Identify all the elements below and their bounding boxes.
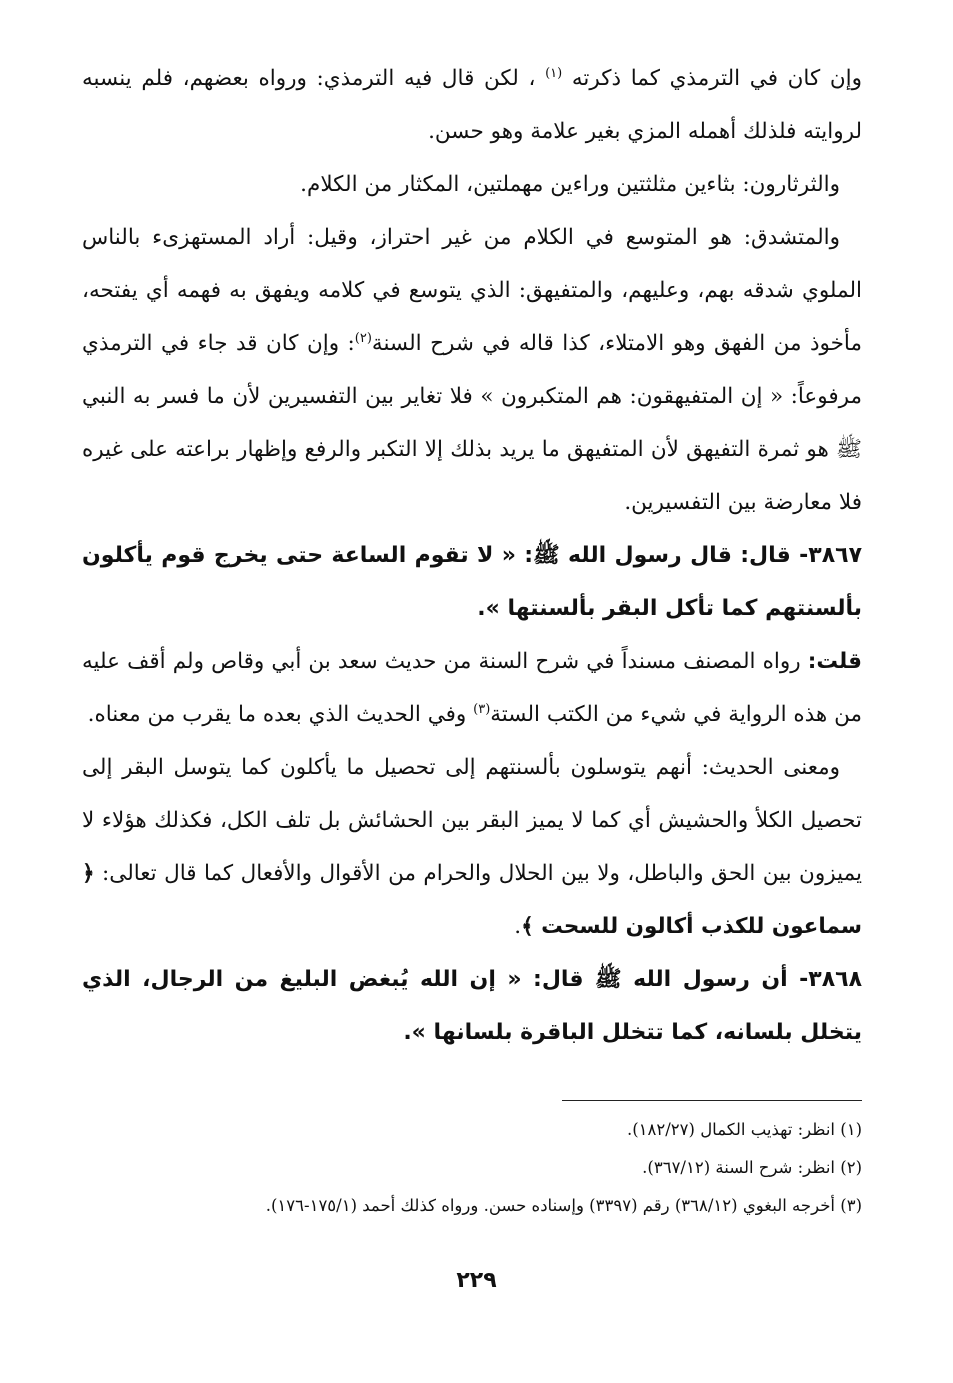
hadith-3868: ٣٨٦٨- أن رسول الله ﷺ قال: « إن الله يُبغض البليغ من الرجال، الذي يتخلل بلسانه، كما تتخلل الباقرة بلسانها ». (82, 967, 862, 1045)
footnote-marker-3[interactable]: (٣) (473, 701, 491, 717)
footnote-1: (١) انظر: تهذيب الكمال (١٨٢/٢٧). (626, 1120, 862, 1139)
paragraph-5-text-b: . (514, 914, 522, 939)
paragraph-1-text-a: وإن كان في الترمذي كما ذكرته (571, 66, 863, 91)
paragraph-4-text-a: رواه المصنف مسنداً في شرح السنة من حديث سعد بن أبي وقاص ولم أقف عليه من هذه الرواية في شيء من الكتب الستة (82, 649, 862, 727)
footnote-divider (562, 1100, 862, 1101)
paragraph-3-text-a: والمتشدق: هو المتوسع في الكلام من غير احتراز، وقيل: أراد المستهزىء بالناس الملوي شدقه بهم، وعليهم، والمتفيهق: الذي يتوسع في كلامه ويفهق به فهمه أي يفتحه، مأخوذ من الفهق وهو الامتلاء، كذا قاله في شرح السنة (82, 225, 862, 356)
paragraph-5 (82, 741, 862, 953)
commentary-lead: قلت: (807, 649, 862, 674)
quran-verse: ﴿ سماعون للكذب أكالون للسحت ﴾ (82, 861, 862, 939)
paragraph-3 (82, 211, 862, 529)
paragraph-1 (82, 52, 862, 158)
footnote-marker-1[interactable]: (١) (545, 65, 563, 81)
footnote-marker-2[interactable]: (٢) (354, 330, 372, 346)
footnote-3: (٣) أخرجه البغوي (٣٦٨/١٢) رقم (٣٣٩٧) وإسناده حسن. ورواه كذلك أحمد (١٧٥/١-١٧٦). (265, 1196, 862, 1215)
paragraph-2: والثرثارون: بثاءين مثلثتين وراءين مهملتين، المكثار من الكلام. (300, 172, 840, 197)
paragraph-1-text-b: ، لكن قال فيه الترمذي: ورواه بعضهم، فلم ينسبه لروايته فلذلك أهمله المزي بغير علامة وهو حسن. (82, 66, 862, 144)
paragraph-4-text-b: وفي الحديث الذي بعده ما يقرب من معناه. (87, 702, 467, 727)
page-number: ٢٢٩ (456, 1268, 497, 1293)
paragraph-4 (82, 635, 862, 741)
page-body (82, 52, 862, 1059)
paragraph-5-text-a: ومعنى الحديث: أنهم يتوسلون بألسنتهم إلى تحصيل ما يأكلون كما يتوسل البقر إلى تحصيل الكلأ والحشيش أي كما لا يميز البقر بين الحشائش بل تلف الكل، فكذلك هؤلاء لا يميزون بين الحق والباطل، ولا بين الحلال والحرام من الأقوال والأفعال كما قال تعالى: (82, 755, 862, 886)
footnote-2: (٢) انظر: شرح السنة (٣٦٧/١٢). (642, 1158, 862, 1177)
paragraph-3-text-b: : وإن كان قد جاء في الترمذي مرفوعاً: « إن المتفيهقون: هم المتكبرون » فلا تغاير بين التفسيرين لأن ما فسر به النبي ﷺ هو ثمرة التفيهق لأن المتفيهق ما يريد بذلك إلا التكبر والرفع وإظهار براعته على غيره فلا معارضة بين التفسيرين. (82, 331, 862, 515)
hadith-3867: ٣٨٦٧- قال: قال رسول الله ﷺ: « لا تقوم الساعة حتى يخرج قوم يأكلون بألسنتهم كما تأكل البقر بألسنتها ». (82, 543, 862, 621)
footnotes (82, 1100, 862, 1225)
